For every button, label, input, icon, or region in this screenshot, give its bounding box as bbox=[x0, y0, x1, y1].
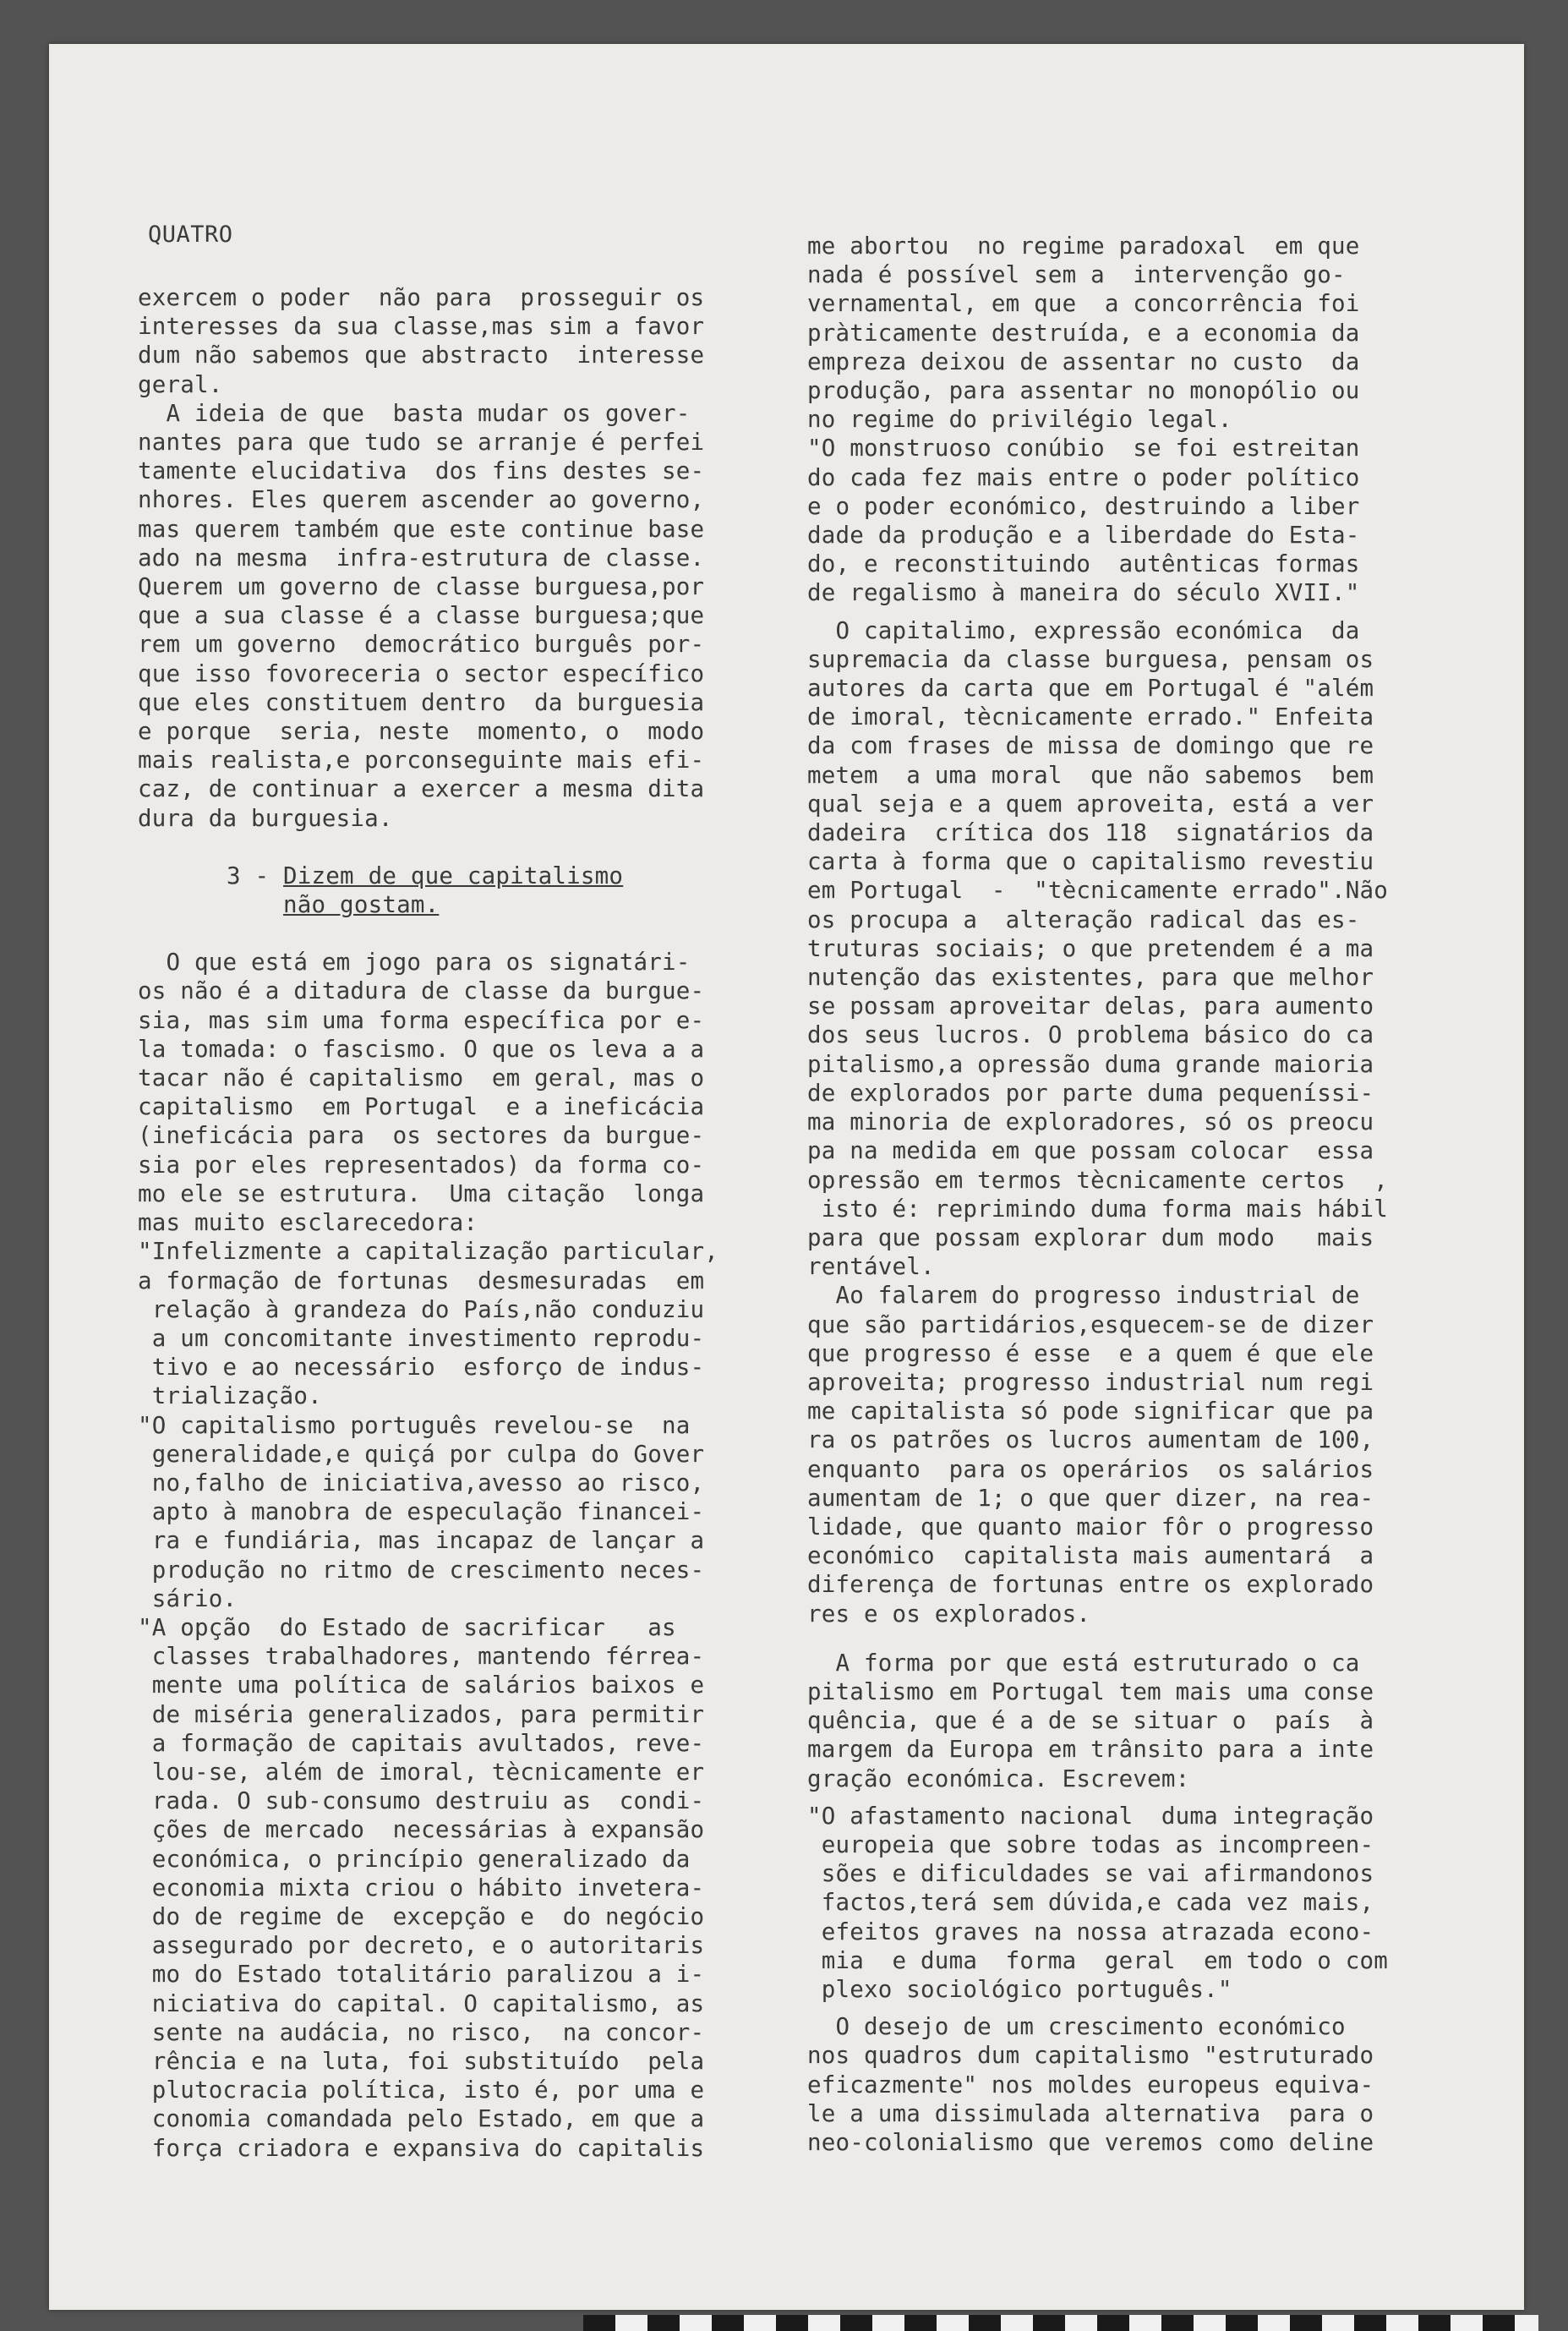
paragraph: me abortou no regime paradoxal em que nada é possível sem a intervenção go- vernamental, em que a concorrência foi pràticamente destruída, e a economia da empreza deixou de assentar no custo da produção, para assentar no monopólio ou no regime do privilégio legal. bbox=[807, 233, 1360, 434]
quotation: "Infelizmente a capitalização particular, a formação de fortunas desmesuradas em relação à grandeza do País,não conduziu a um concomitante investimento reprodu- tivo e ao necessário esforço de indus- trialização. bbox=[138, 1238, 719, 1410]
paragraph: O desejo de um crescimento económico nos quadros dum capitalismo "estruturado eficazmente" nos moldes europeus equiva- le a uma dissimulada alternativa para o neo-colonialismo que veremos como deline bbox=[807, 2013, 1374, 2156]
section-title-line2: não gostam. bbox=[283, 891, 440, 919]
paragraph: exercem o poder não para prosseguir os interesses da sua classe,mas sim a favor dum não sabemos que abstracto interesse geral. bbox=[138, 284, 705, 398]
section-heading bbox=[138, 862, 789, 890]
section-title-line1: Dizem de que capitalismo bbox=[283, 862, 624, 889]
right-text-column bbox=[807, 232, 1475, 2157]
quotation: "O monstruoso conúbio se foi estreitan do cada fez mais entre o poder político e o poder económico, destruindo a liber dade da produção e a liberdade do Esta- do, e reconstituindo autênticas formas de regalismo à maneira do século XVII." bbox=[807, 435, 1360, 607]
scale-ruler bbox=[583, 2315, 1538, 2331]
quotation: "O capitalismo português revelou-se na generalidade,e quiçá por culpa do Gover no,falho de iniciativa,avesso ao risco, apto à manobra de especulação financei- ra e fundiária, mas incapaz de lançar a produção no ritmo de crescimento neces- sário. bbox=[138, 1411, 705, 1612]
paragraph: O que está em jogo para os signatári- os não é a ditadura de classe da burgue- sia, mas sim uma forma específica por e- la tomada: o fascismo. O que os leva a a tacar não é capitalismo em geral, mas o capitalismo em Portugal e a ineficácia (ineficácia para os sectores da burgue- sia por eles representados) da forma co- mo ele se estrutura. Uma citação longa mas muito esclarecedora: bbox=[138, 949, 705, 1237]
page-header-label: QUATRO bbox=[148, 222, 233, 248]
section-number: 3 - bbox=[227, 862, 284, 889]
paragraph: Ao falarem do progresso industrial de que são partidários,esquecem-se de dizer que progresso é esse e a quem é que ele aproveita; progresso industrial num regi me capitalista só pode significar que pa ra os patrões os lucros aumentam de 100, enquanto para os operários os salários aumentam de 1; o que quer dizer, na rea- lidade, que quanto maior fôr o progresso económico capitalista mais aumentará a diferença de fortunas entre os explorado res e os explorados. bbox=[807, 1282, 1374, 1628]
left-text-column bbox=[138, 283, 789, 2163]
paragraph: A forma por que está estruturado o ca pitalismo em Portugal tem mais uma conse quência, que é a de se situar o país à margem da Europa em trânsito para a inte gração económica. Escrevem: bbox=[807, 1649, 1374, 1792]
quotation: "O afastamento nacional duma integração europeia que sobre todas as incompreen- sões e dificuldades se vai afirmandonos factos,terá sem dúvida,e cada vez mais, efeitos graves na nossa atrazada econo- mia e duma forma geral em todo o com plexo sociológico português." bbox=[807, 1802, 1389, 2003]
quotation: "A opção do Estado de sacrificar as classes trabalhadores, mantendo férrea- mente uma política de salários baixos e de miséria generalizados, para permitir a formação de capitais avultados, reve- lou-se, além de imoral, tècnicamente er rada. O sub-consumo destruiu as condi- ções de mercado necessárias à expansão económica, o princípio generalizado da economia mixta criou o hábito invetera- do de regime de excepção e do negócio assegurado por decreto, e o autoritaris mo do Estado totalitário paralizou a i- niciativa do capital. O capitalismo, as sente na audácia, no risco, na concor- rência e na luta, foi substituído pela plutocracia política, isto é, por uma e conomia comandada pelo Estado, em que a força criadora e expansiva do capitalis bbox=[138, 1613, 705, 2162]
paragraph: A ideia de que basta mudar os gover- nantes para que tudo se arranje é perfei tamente elucidativa dos fins destes se- nhores. Eles querem ascender ao governo, mas querem também que este continue base ado na mesma infra-estrutura de classe. Querem um governo de classe burguesa,por que a sua classe é a classe burguesa;que rem um governo democrático burguês por- que isso fovoreceria o sector específico que eles constituem dentro da burguesia e porque seria, neste momento, o modo mais realista,e porconseguinte mais efi- caz, de continuar a exercer a mesma dita dura da burguesia. bbox=[138, 399, 705, 832]
paragraph: O capitalimo, expressão económica da supremacia da classe burguesa, pensam os autores da carta que em Portugal é "além de imoral, tècnicamente errado." Enfeita da com frases de missa de domingo que re metem a uma moral que não sabemos bem qual seja e a quem aproveita, está a ver dadeira crítica dos 118 signatários da carta à forma que o capitalismo revestiu em Portugal - "tècnicamente errado".Não os procupa a alteração radical das es- truturas sociais; o que pretendem é a ma nutenção das existentes, para que melhor se possam aproveitar delas, para aumento dos seus lucros. O problema básico do ca pitalismo,a opressão duma grande maioria de explorados por parte duma pequeníssi- ma minoria de exploradores, só os preocu pa na medida em que possam colocar essa opressão em termos tècnicamente certos , isto é: reprimindo duma forma mais hábil para que possam explorar dum modo mais rentável. bbox=[807, 616, 1389, 1281]
paper-sheet bbox=[49, 44, 1524, 2310]
section-heading-cont bbox=[138, 890, 789, 919]
